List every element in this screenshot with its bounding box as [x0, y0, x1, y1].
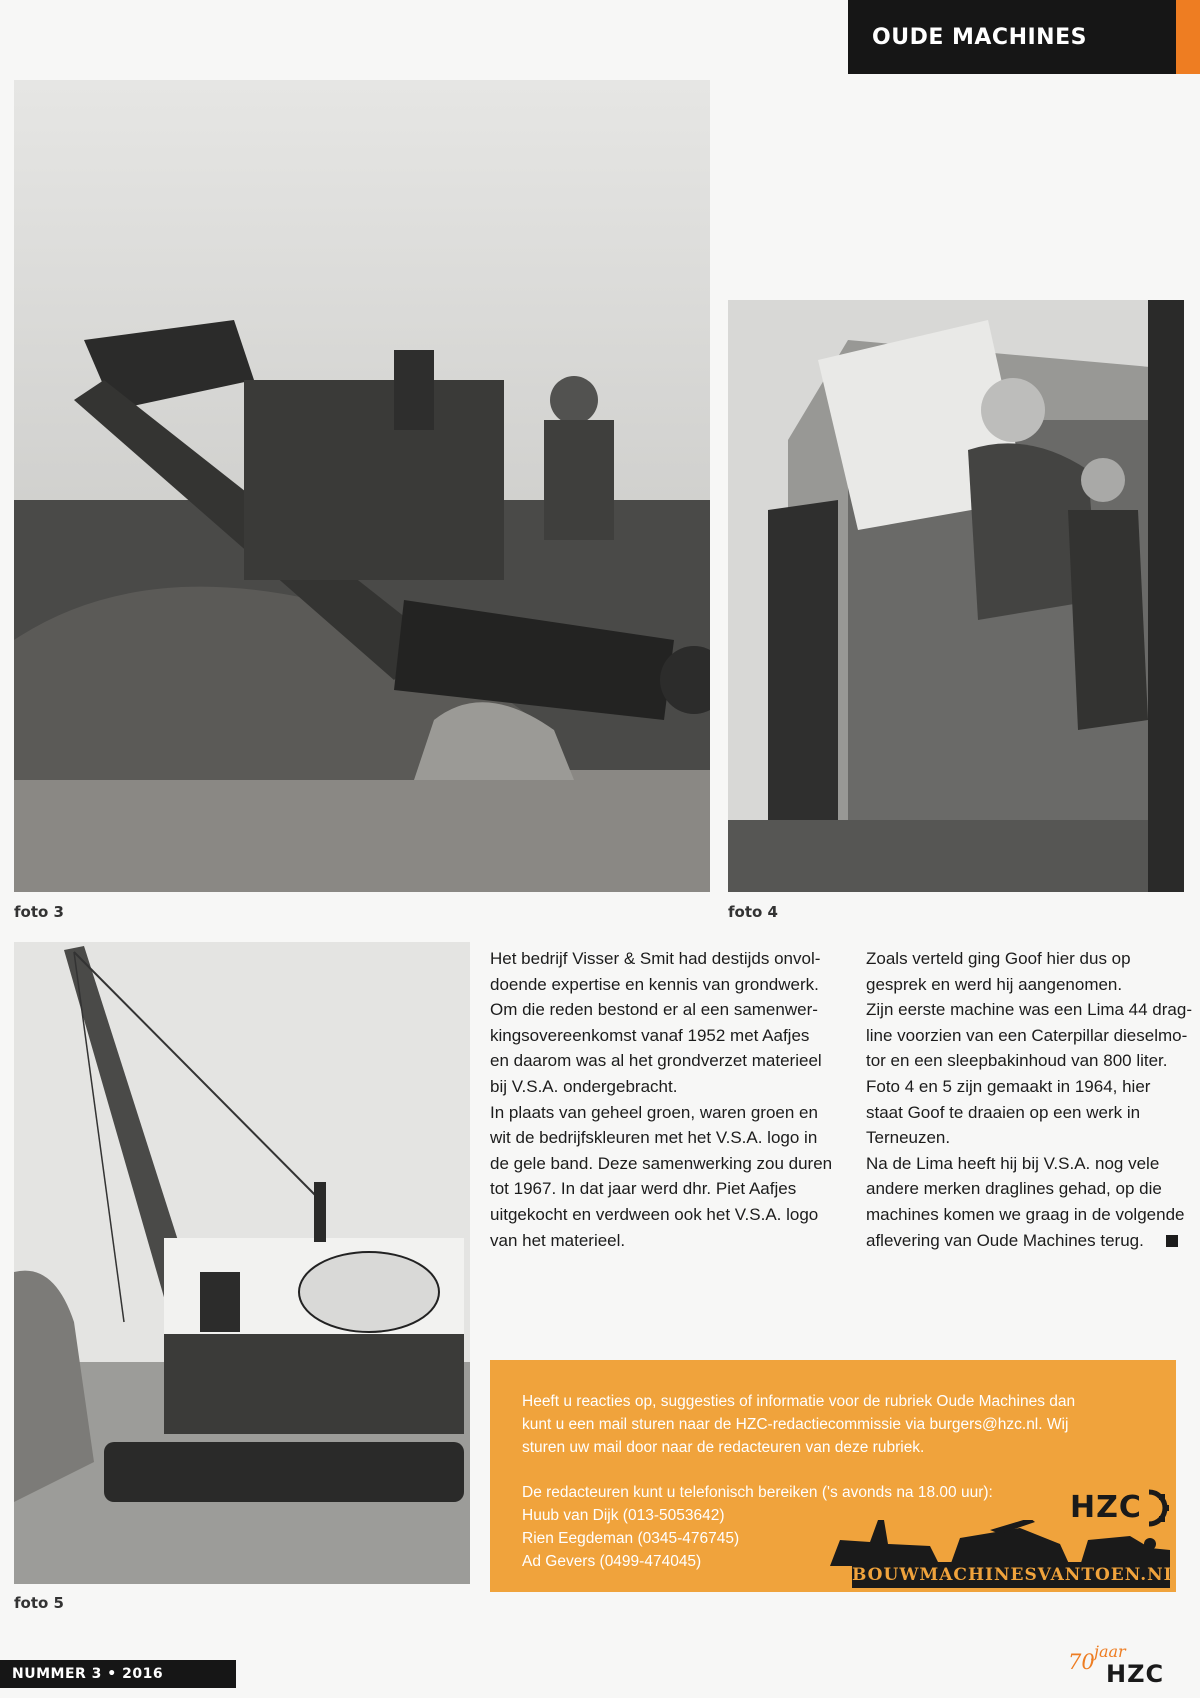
article-line: van het materieel. [490, 1230, 626, 1250]
article-line: Zijn eerste machine was een Lima 44 drag- [866, 1000, 1192, 1020]
photo-dragline-cab [728, 300, 1184, 892]
article-line: In plaats van geheel groen, waren groen en [490, 1102, 818, 1122]
infobox-line: Heeft u reacties op, suggesties of informatie voor de rubriek Oude Machines dan [522, 1393, 1076, 1410]
hzc-logo-text: HZC [1070, 1490, 1142, 1525]
anniversary-brand: HZC [1106, 1660, 1165, 1688]
infobox-line: Huub van Dijk (013-5053642) [522, 1507, 725, 1524]
photo-dragline-crane [14, 942, 470, 1584]
website-banner: BOUWMACHINESVANTOEN.NL [852, 1562, 1170, 1588]
infobox-line: Rien Eegdeman (0345-476745) [522, 1530, 740, 1547]
article-line: tot 1967. In dat jaar werd dhr. Piet Aafjes [490, 1179, 797, 1199]
article-column-1 [490, 946, 840, 1253]
article-line: uitgekocht en verdween ook het V.S.A. logo [490, 1204, 819, 1224]
photo-caption-5: foto 5 [14, 1594, 64, 1612]
article-column-2 [866, 946, 1192, 1253]
section-accent-bar [1176, 0, 1200, 74]
article-line: andere merken draglines gehad, op die [866, 1179, 1162, 1199]
bulldozer-photo-icon [14, 80, 710, 892]
article-line: Na de Lima heeft hij bij V.S.A. nog vele [866, 1153, 1160, 1173]
article-line: staat Goof te draaien op een werk in [866, 1102, 1141, 1122]
infobox-line: kunt u een mail sturen naar de HZC-redactiecommissie via burgers@hzc.nl. Wij [522, 1416, 1069, 1433]
article-line: aflevering van Oude Machines terug. [866, 1230, 1144, 1250]
article-last-line [866, 1228, 1192, 1254]
machines-silhouette-icon [830, 1520, 1170, 1566]
article-line: line voorzien van een Caterpillar dieselmo- [866, 1025, 1188, 1045]
photo-caption-3: foto 3 [14, 903, 64, 921]
article-line: Om die reden bestond er al een samenwer- [490, 1000, 818, 1020]
photo-caption-4: foto 4 [728, 903, 778, 921]
article-line: gesprek en werd hij aangenomen. [866, 974, 1123, 994]
article-line: Terneuzen. [866, 1128, 951, 1148]
article-line: machines komen we graag in de volgende [866, 1204, 1185, 1224]
article-line: Zoals verteld ging Goof hier dus op [866, 949, 1131, 968]
infobox-line: Ad Gevers (0499-474045) [522, 1553, 702, 1570]
dragline-cab-photo-icon [728, 300, 1184, 892]
section-title: OUDE MACHINES [848, 0, 1176, 74]
dragline-crane-photo-icon [14, 942, 470, 1584]
infobox-line: sturen uw mail door naar de redacteuren van deze rubriek. [522, 1439, 925, 1456]
article-line: Foto 4 en 5 zijn gemaakt in 1964, hier [866, 1076, 1151, 1096]
contact-infobox [490, 1360, 1176, 1592]
article-line: tor en een sleepbakinhoud van 800 liter. [866, 1051, 1168, 1071]
infobox-line: De redacteuren kunt u telefonisch bereiken ('s avonds na 18.00 uur): [522, 1484, 993, 1501]
article-line: wit de bedrijfskleuren met het V.S.A. logo in [490, 1128, 818, 1148]
article-line: de gele band. Deze samenwerking zou duren [490, 1153, 833, 1173]
anniversary-word: jaar [1094, 1642, 1126, 1661]
anniversary-number: 70 [1068, 1650, 1095, 1674]
issue-number: NUMMER 3 • 2016 [0, 1660, 236, 1688]
article-line: doende expertise en kennis van grondwerk. [490, 974, 819, 994]
photo-bulldozer [14, 80, 710, 892]
article-line: Het bedrijf Visser & Smit had destijds onvol- [490, 949, 821, 968]
article-line: bij V.S.A. ondergebracht. [490, 1076, 678, 1096]
article-line: kingsovereenkomst vanaf 1952 met Aafjes [490, 1025, 810, 1045]
article-line: en daarom was al het grondverzet materieel [490, 1051, 822, 1071]
anniversary-logo [1068, 1642, 1190, 1692]
end-of-article-mark [1166, 1235, 1178, 1247]
